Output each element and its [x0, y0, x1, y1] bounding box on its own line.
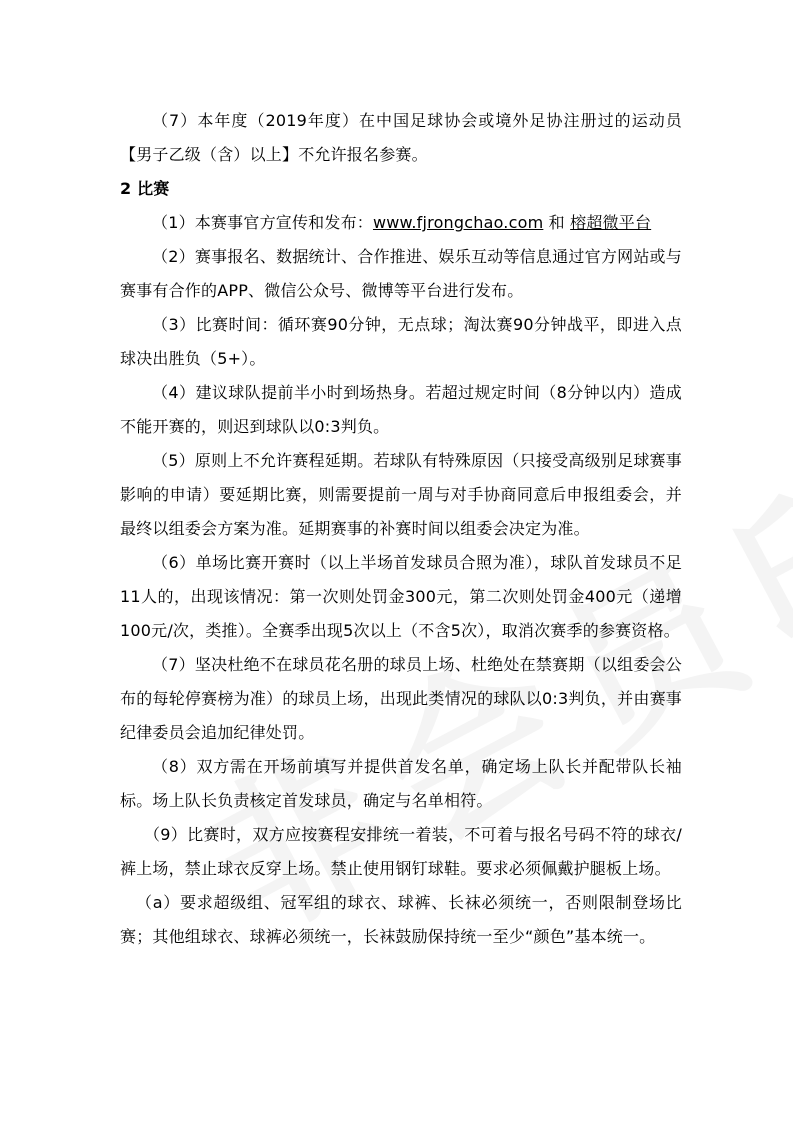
- paragraph-official-release: [120, 206, 682, 240]
- paragraph-postponement: （5）原则上不允许赛程延期。若球队有特殊原因（只接受高级别足球赛事影响的申请）要延期比赛，则需要提前一周与对手协商同意后申报组委会，并最终以组委会方案为准。延期赛事的补赛时间以组委会决定为准。: [120, 451, 682, 538]
- paragraph-match-time: （3）比赛时间：循环赛90分钟，无点球；淘汰赛90分钟战平，即进入点球决出胜负（5+）。: [120, 315, 682, 368]
- paragraph-starting-list: （8）双方需在开场前填写并提供首发名单，确定场上队长并配带队长袖标。场上队长负责核定首发球员，确定与名单相符。: [120, 757, 682, 810]
- paragraph-ineligible-players: （7）坚决杜绝不在球员花名册的球员上场、杜绝处在禁赛期（以组委会公布的每轮停赛榜为准）的球员上场，出现此类情况的球队以0:3判负，并由赛事纪律委员会追加纪律处罚。: [120, 655, 682, 742]
- paragraph-starting-players: （6）单场比赛开赛时（以上半场首发球员合照为准），球队首发球员不足11人的，出现该情况：第一次则处罚金300元，第二次则处罚金400元（递增100元/次，类推）。全赛季出现5次以上（不含5次），取消次赛季的参赛资格。: [120, 553, 682, 640]
- official-release-prefix: （1）本赛事官方宣传和发布：: [152, 213, 373, 232]
- document-body: [120, 104, 682, 954]
- paragraph-info-publishing: （2）赛事报名、数据统计、合作推进、娱乐互动等信息通过官方网站或与赛事有合作的APP、微信公众号、微博等平台进行发布。: [120, 247, 682, 300]
- paragraph-uniform: （9）比赛时，双方应按赛程安排统一着装，不可着与报名号码不符的球衣/裤上场，禁止球衣反穿上场。禁止使用钢钉球鞋。要求必须佩戴护腿板上场。: [120, 825, 682, 878]
- paragraph-eligibility: （7）本年度（2019年度）在中国足球协会或境外足协注册过的运动员【男子乙级（含）以上】不允许报名参赛。: [120, 111, 682, 164]
- wechat-platform-link[interactable]: 榕超微平台: [570, 213, 652, 232]
- website-link[interactable]: www.fjrongchao.com: [372, 213, 544, 232]
- paragraph-uniform-groups: （a）要求超级组、冠军组的球衣、球裤、长袜必须统一，否则限制登场比赛；其他组球衣、球裤必须统一，长袜鼓励保持统一至少“颜色”基本统一。: [120, 893, 682, 946]
- section-heading-match: 2 比赛: [120, 179, 170, 198]
- official-release-joiner: 和: [543, 213, 571, 232]
- paragraph-warmup: （4）建议球队提前半小时到场热身。若超过规定时间（8分钟以内）造成不能开赛的，则迟到球队以0:3判负。: [120, 383, 682, 436]
